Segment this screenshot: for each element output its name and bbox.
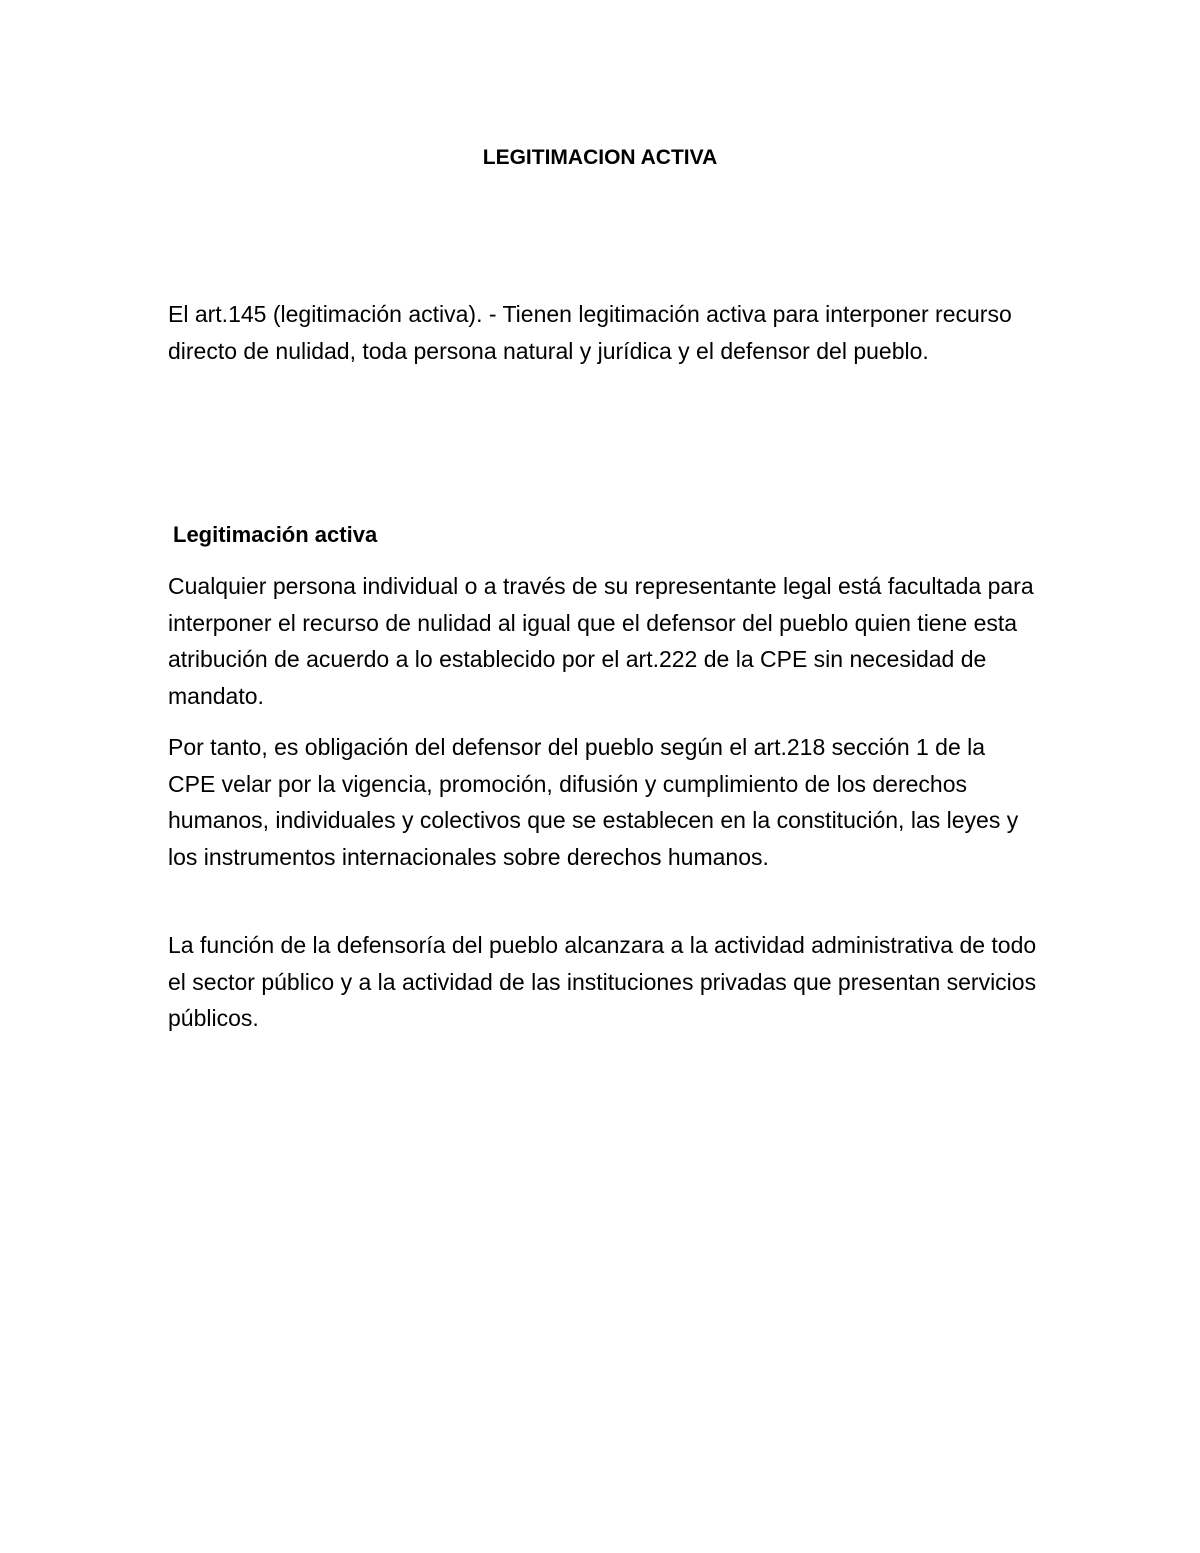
section-subheading: Legitimación activa	[173, 522, 378, 547]
paragraph-funcion-defensoria: La función de la defensoría del pueblo alcanzara a la actividad administrativa de todo el sector público y a la actividad de las instituciones privadas que presentan servicios públicos.	[168, 932, 1037, 1031]
paragraph-por-tanto: Por tanto, es obligación del defensor del pueblo según el art.218 sección 1 de la CPE velar por la vigencia, promoción, difusión y cumplimiento de los derechos humanos, individuales y colectivos que se establecen en la constitución, las leyes y los instrumentos internacionales sobre derechos humanos.	[168, 734, 1019, 870]
paragraph-article-145: El art.145 (legitimación activa). - Tienen legitimación activa para interponer recurso directo de nulidad, toda persona natural y jurídica y el defensor del pueblo.	[168, 301, 1012, 364]
paragraph-cualquier-persona: Cualquier persona individual o a través de su representante legal está facultada para interponer el recurso de nulidad al igual que el defensor del pueblo quien tiene esta atribución de acuerdo a lo establecido por el art.222 de la CPE sin necesidad de mandato.	[168, 573, 1034, 709]
document-title: LEGITIMACION ACTIVA	[482, 146, 718, 169]
